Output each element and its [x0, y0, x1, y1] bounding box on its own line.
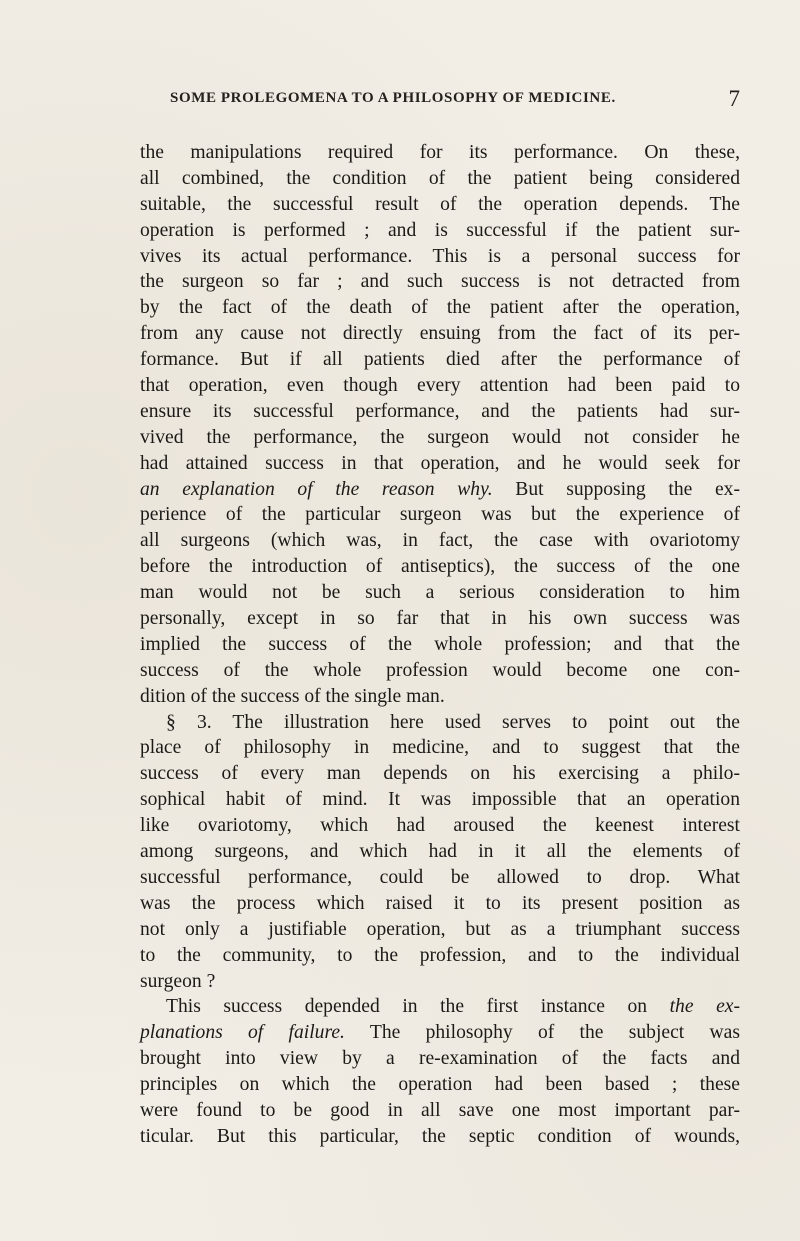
text-fragment: But supposing the ex-: [492, 478, 740, 500]
text-line-with-italic: [140, 477, 740, 503]
body-text: [140, 140, 740, 1150]
text-line: dition of the success of the single man.: [140, 685, 445, 707]
text-line: before the introduction of antiseptics), the success of the one: [140, 556, 740, 578]
text-line: success of every man depends on his exercising a philo-: [140, 763, 740, 785]
text-line-with-italic: [140, 1020, 740, 1046]
text-line: success of the whole profession would become one con-: [140, 659, 740, 681]
section-start-line: § 3. The illustration here used serves to point out the: [166, 711, 740, 733]
italic-phrase: the ex-: [669, 996, 740, 1018]
text-line: ensure its successful performance, and the patients had sur-: [140, 400, 740, 422]
text-line: all combined, the condition of the patient being considered: [140, 167, 740, 189]
text-line: like ovariotomy, which had aroused the keenest interest: [140, 815, 740, 837]
text-line: were found to be good in all save one most important par-: [140, 1099, 740, 1121]
text-line: to the community, to the profession, and to the individual: [140, 944, 740, 966]
text-line: man would not be such a serious consideration to him: [140, 582, 740, 604]
text-line: not only a justifiable operation, but as a triumphant success: [140, 918, 740, 940]
paragraph-start-line: [140, 994, 740, 1020]
text-line: that operation, even though every attention had been paid to: [140, 375, 740, 397]
text-line: vives its actual performance. This is a personal success for: [140, 245, 740, 267]
text-line: had attained success in that operation, and he would seek for: [140, 452, 740, 474]
text-line: the manipulations required for its performance. On these,: [140, 142, 740, 163]
text-line: vived the performance, the surgeon would not consider he: [140, 426, 740, 448]
italic-phrase: planations of failure.: [140, 1022, 345, 1044]
text-line: formance. But if all patients died after the performance of: [140, 349, 740, 371]
text-line: brought into view by a re-examination of the facts and: [140, 1048, 740, 1070]
text-line: sophical habit of mind. It was impossible that an operation: [140, 789, 740, 811]
running-head: [140, 88, 740, 114]
text-line: suitable, the successful result of the operation depends. The: [140, 193, 740, 215]
text-fragment: The philosophy of the subject was: [344, 1022, 740, 1044]
page-number: 7: [728, 86, 740, 111]
running-title: SOME PROLEGOMENA TO A PHILOSOPHY OF MEDICINE.: [170, 90, 616, 106]
text-line: among surgeons, and which had in it all the elements of: [140, 841, 740, 863]
text-line: operation is performed ; and is successful if the patient sur-: [140, 219, 740, 241]
text-line: place of philosophy in medicine, and to suggest that the: [140, 737, 740, 759]
text-line: all surgeons (which was, in fact, the case with ovariotomy: [140, 530, 740, 552]
text-line: was the process which raised it to its present position as: [140, 892, 740, 914]
text-fragment: This success depended in the first instance on: [166, 996, 670, 1018]
text-line: from any cause not directly ensuing from the fact of its per-: [140, 323, 740, 345]
text-line: ticular. But this particular, the septic condition of wounds,: [140, 1125, 740, 1147]
text-line: the surgeon so far ; and such success is not detracted from: [140, 271, 740, 293]
text-line: perience of the particular surgeon was but the experience of: [140, 504, 740, 526]
text-line: by the fact of the death of the patient after the operation,: [140, 297, 740, 319]
text-line: principles on which the operation had been based ; these: [140, 1074, 740, 1096]
text-line: implied the success of the whole profession; and that the: [140, 633, 740, 655]
italic-phrase: an explanation of the reason why.: [140, 478, 493, 500]
text-line: personally, except in so far that in his own success was: [140, 608, 740, 630]
text-line: successful performance, could be allowed to drop. What: [140, 866, 740, 888]
text-line: surgeon ?: [140, 970, 216, 992]
